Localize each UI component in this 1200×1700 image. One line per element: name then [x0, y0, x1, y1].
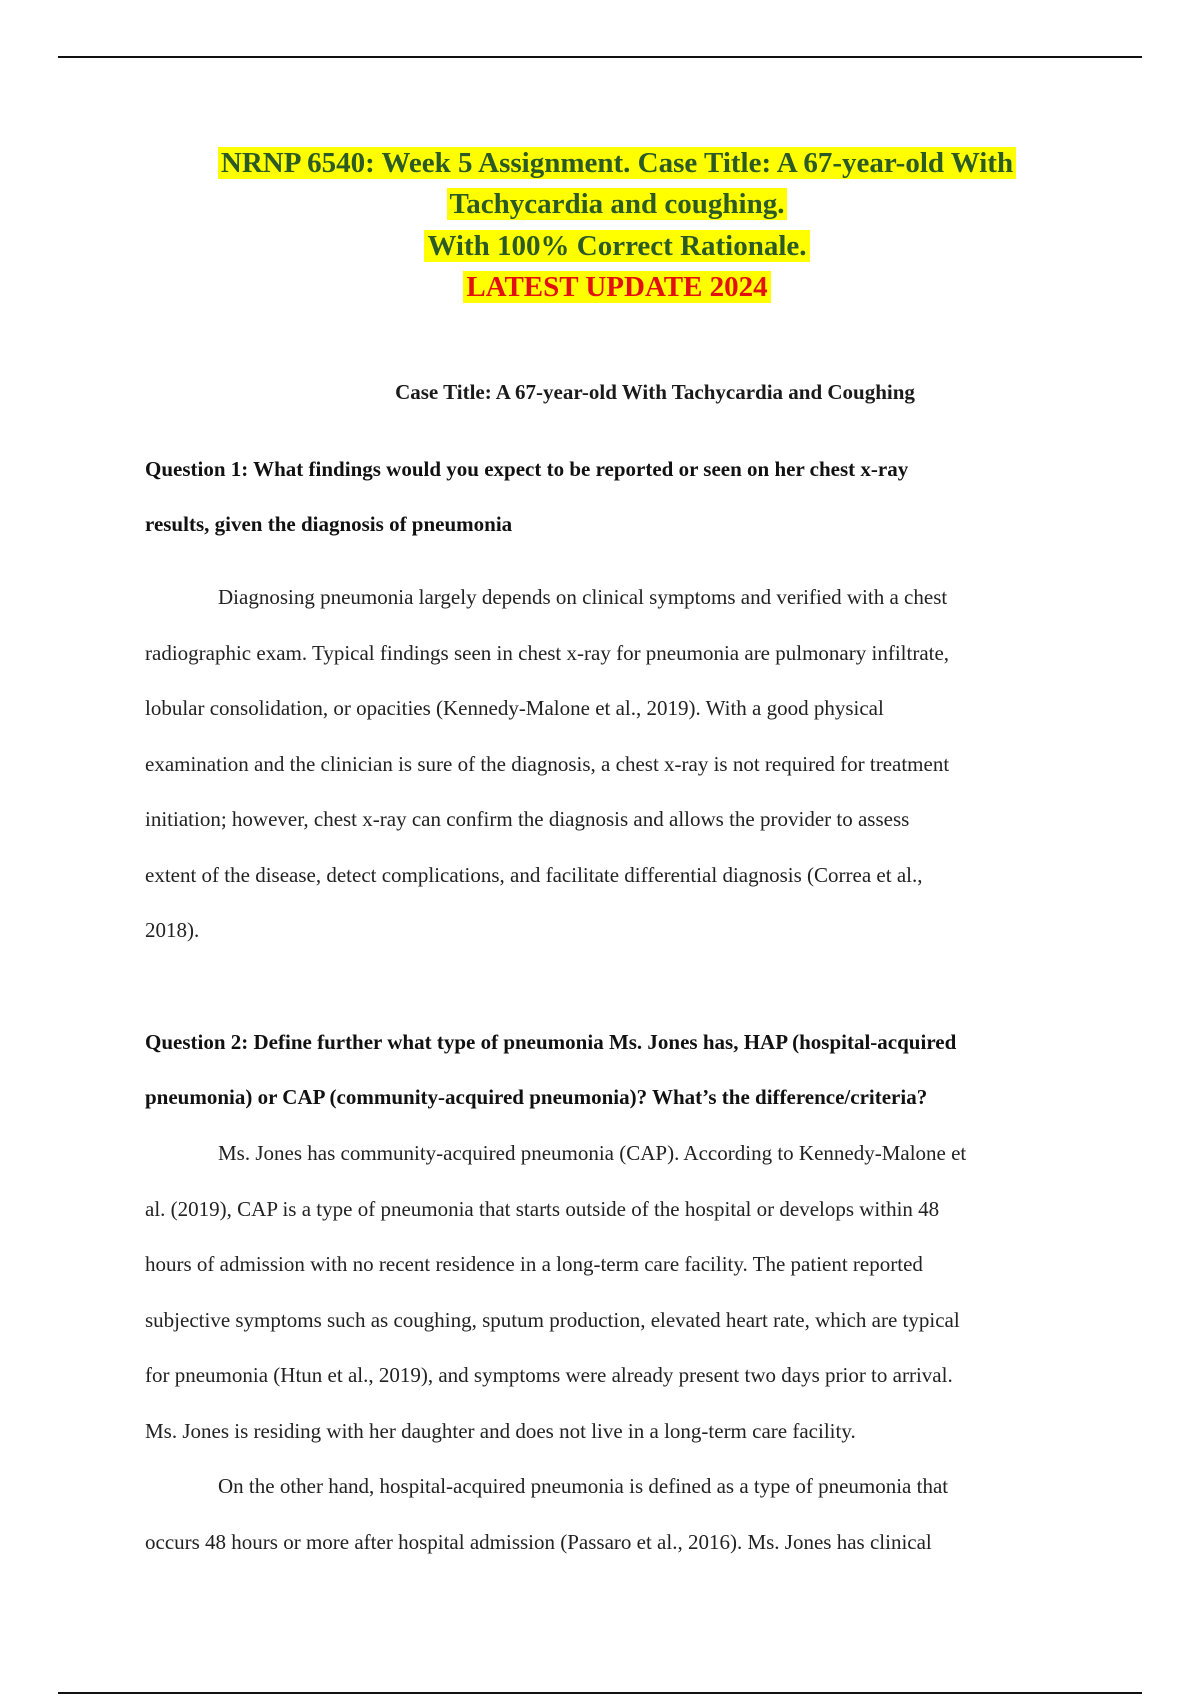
case-title: Case Title: A 67-year-old With Tachycardia and Coughing	[395, 380, 915, 404]
answer-line: lobular consolidation, or opacities (Kennedy-Malone et al., 2019). With a good physical	[145, 696, 884, 720]
answer-line: 2018).	[145, 918, 200, 942]
answer-line: examination and the clinician is sure of the diagnosis, a chest x-ray is not required for treatment	[145, 751, 950, 776]
answer-line: On the other hand, hospital-acquired pneumonia is defined as a type of pneumonia that	[218, 1474, 949, 1498]
document-title	[0, 143, 1200, 308]
title-line-3: With 100% Correct Rationale.	[424, 230, 809, 262]
answer-line: Diagnosing pneumonia largely depends on clinical symptoms and verified with a chest	[218, 585, 948, 609]
answer-line: radiographic exam. Typical findings seen in chest x-ray for pneumonia are pulmonary infiltrate,	[145, 640, 950, 665]
question-1-line: Question 1: What findings would you expect to be reported or seen on her chest x-ray	[145, 457, 909, 481]
bottom-rule	[58, 1692, 1142, 1694]
top-rule	[58, 56, 1142, 58]
question-1-line: results, given the diagnosis of pneumonia	[145, 512, 513, 536]
answer-line: occurs 48 hours or more after hospital admission (Passaro et al., 2016). Ms. Jones has clinical	[145, 1529, 932, 1554]
title-latest-update: LATEST UPDATE 2024	[463, 271, 770, 303]
title-line-1: NRNP 6540: Week 5 Assignment. Case Title: A 67-year-old With	[218, 147, 1016, 179]
answer-line: hours of admission with no recent residence in a long-term care facility. The patient reported	[145, 1252, 923, 1276]
question-2-answer	[145, 1126, 1095, 1570]
answer-line: Ms. Jones has community-acquired pneumonia (CAP). According to Kennedy-Malone et	[218, 1141, 967, 1165]
answer-line: extent of the disease, detect complications, and facilitate differential diagnosis (Correa et al.,	[145, 862, 923, 887]
answer-line: al. (2019), CAP is a type of pneumonia that starts outside of the hospital or develops within 48	[145, 1196, 940, 1221]
question-2-heading	[145, 1015, 1085, 1125]
answer-line: for pneumonia (Htun et al., 2019), and symptoms were already present two days prior to arrival.	[145, 1363, 953, 1387]
answer-line: subjective symptoms such as coughing, sputum production, elevated heart rate, which are typical	[145, 1307, 960, 1332]
question-2-line: pneumonia) or CAP (community-acquired pneumonia)? What’s the difference/criteria?	[145, 1085, 928, 1109]
question-1-answer	[145, 570, 1095, 959]
answer-line: initiation; however, chest x-ray can confirm the diagnosis and allows the provider to assess	[145, 807, 910, 831]
title-line-2: Tachycardia and coughing.	[447, 188, 788, 220]
question-2-line: Question 2: Define further what type of pneumonia Ms. Jones has, HAP (hospital-acquired	[145, 1030, 957, 1054]
question-1-heading	[145, 442, 1085, 552]
answer-line: Ms. Jones is residing with her daughter and does not live in a long-term care facility.	[145, 1418, 856, 1443]
